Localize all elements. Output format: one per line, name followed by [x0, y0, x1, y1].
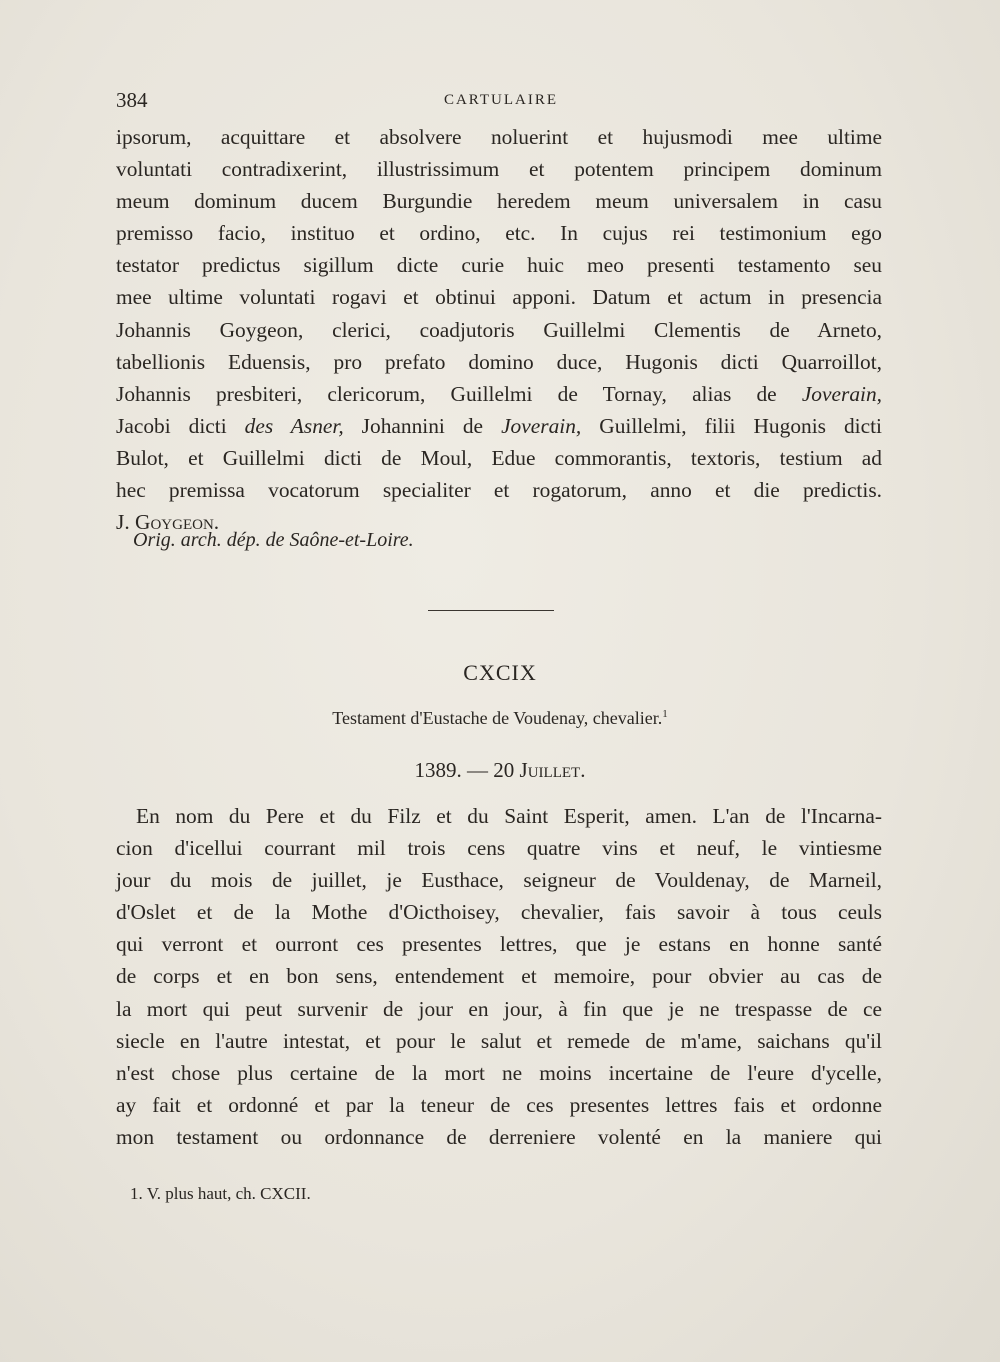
text-line: Johannis Goygeon, clerici, coadjutoris Guillelmi Clementis de Arneto, — [116, 317, 882, 342]
signature-initial: J. — [116, 510, 136, 535]
italic-place-name: Joverain, — [801, 381, 882, 406]
page-header — [116, 88, 886, 118]
text-line: mon testament ou ordonnance de derreniere volenté en la maniere qui — [116, 1124, 882, 1149]
text-line: cion d'icellui courrant mil trois cens quatre vins et neuf, le vintiesme — [116, 836, 882, 861]
date-month: Juillet. — [519, 758, 586, 782]
text-span: Jacobi dicti — [116, 413, 245, 438]
text-line: ay fait et ordonné et par la teneur de ces presentes lettres fais et ordonne — [116, 1092, 882, 1117]
source-note: Orig. arch. dép. de Saône-et-Loire. — [133, 529, 414, 551]
text-span: Johannis presbiteri, clericorum, Guillelmi de Tornay, alias de — [116, 381, 802, 406]
text-line: la mort qui peut survenir de jour en jour, à fin que je ne trespasse de ce — [116, 996, 882, 1021]
text-line: meum dominum ducem Burgundie heredem meum universalem in casu — [116, 189, 882, 214]
text-span: Guillelmi, filii Hugonis dicti — [581, 413, 882, 438]
section-divider — [428, 610, 554, 611]
text-span: Johannini de — [343, 413, 502, 438]
document-title — [0, 708, 1000, 729]
italic-name: des Asner, — [244, 413, 344, 438]
testament-closing-paragraph — [116, 121, 882, 538]
document-date — [0, 758, 1000, 783]
text-line — [116, 378, 882, 410]
text-line: Bulot, et Guillelmi dicti de Moul, Edue commorantis, textoris, testium ad — [116, 445, 882, 470]
document-number: CXCIX — [463, 660, 537, 685]
text-line: de corps et en bon sens, entendement et memoire, pour obvier au cas de — [116, 964, 882, 989]
document-title-text: Testament d'Eustache de Voudenay, chevalier. — [332, 708, 663, 728]
text-line: qui verront et ourront ces presentes lettres, que je estans en honne santé — [116, 932, 882, 957]
text-line: d'Oslet et de la Mothe d'Oicthoisey, chevalier, fais savoir à tous ceuls — [116, 900, 882, 925]
text-line: voluntati contradixerint, illustrissimum et potentem principem dominum — [116, 157, 882, 182]
text-line: jour du mois de juillet, je Eusthace, seigneur de Vouldenay, de Marneil, — [116, 868, 882, 893]
text-line — [116, 410, 882, 442]
text-line: siecle en l'autre intestat, et pour le salut et remede de m'ame, saichans qu'il — [116, 1028, 882, 1053]
date-year: 1389. — 20 — [414, 758, 520, 782]
running-title: CARTULAIRE — [443, 92, 559, 108]
page-number: 384 — [116, 88, 148, 112]
text-line: mee ultime voluntati rogavi et obtinui apponi. Datum et actum in presencia — [116, 285, 882, 310]
text-line: ipsorum, acquittare et absolvere noluerint et hujusmodi mee ultime — [116, 125, 882, 149]
text-line: premisso facio, instituo et ordino, etc. In cujus rei testimonium ego — [116, 221, 882, 246]
footnote-ref: 1 — [662, 708, 668, 720]
footnote: 1. V. plus haut, ch. CXCII. — [130, 1184, 311, 1203]
text-line: hec premissa vocatorum specialiter et rogatorum, anno et die predictis. — [116, 478, 882, 503]
text-line: n'est chose plus certaine de la mort ne moins incertaine de l'eure d'ycelle, — [116, 1060, 882, 1085]
italic-place-name: Joverain, — [501, 413, 582, 438]
text-line: En nom du Pere et du Filz et du Saint Esperit, amen. L'an de l'Incarna- — [136, 804, 882, 828]
text-line: testator predictus sigillum dicte curie huic meo presenti testamento seu — [116, 253, 882, 278]
signature-name: Goygeon. — [135, 510, 220, 535]
testament-opening-paragraph — [116, 800, 882, 1153]
text-line: tabellionis Eduensis, pro prefato domino duce, Hugonis dicti Quarroillot, — [116, 349, 882, 374]
